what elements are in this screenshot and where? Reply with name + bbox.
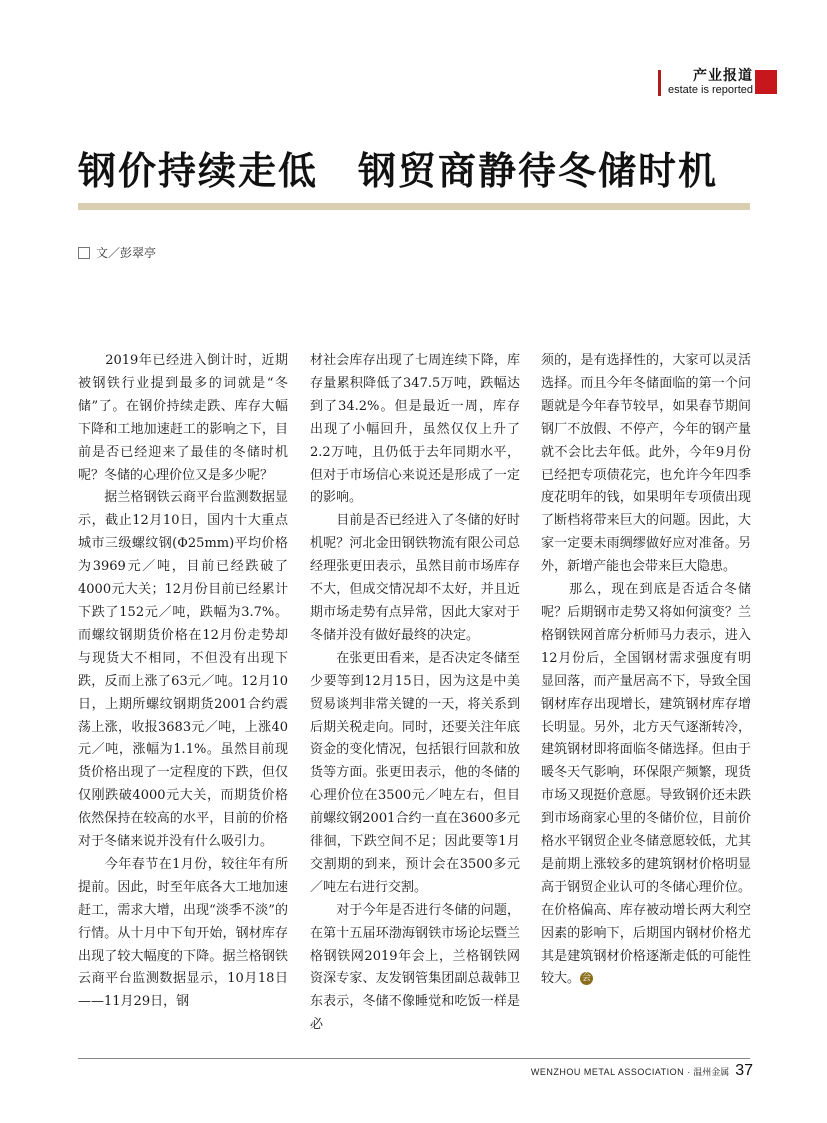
section-tag xyxy=(668,68,753,97)
paragraph-text: 那么，现在到底是否适合冬储呢？后期钢市走势又将如何演变？兰格钢铁网首席分析师马力表示，进入12月份后，全国钢材需求强度有明显回落，而产量居高不下，导致全国钢材库存出现增长，建筑钢材库存增长明显。另外，北方天气逐渐转冷，建筑钢材即将面临冬储选择。但由于暖冬天气影响，环保限产频繁，现货市场又现挺价意愿。导致钢价还未跌到市场商家心里的冬储价位，目前价格水平钢贸企业冬储意愿较低，尤其是前期上涨较多的建筑钢材价格明显高于钢贸企业认可的冬储心理价位。在价格偏高、库存被动增长两大利空因素的影响下，后期国内钢材价格尤其是建筑钢材价格逐渐走低的可能性较大。 xyxy=(541,582,751,987)
article-title: 钢价持续走低 钢贸商静待冬储时机 xyxy=(78,149,719,193)
byline xyxy=(78,244,156,261)
publisher-name-cn: 温州金属 xyxy=(693,1068,730,1078)
article-column-2 xyxy=(310,350,520,1037)
footer-divider xyxy=(78,1058,750,1059)
title-divider xyxy=(78,203,750,210)
paragraph-last xyxy=(541,579,751,991)
paragraph: 对于今年是否进行冬储的问题，在第十五届环渤海钢铁市场论坛暨兰格钢铁网2019年会上，兰格钢铁网资深专家、友发钢管集团副总裁韩卫东表示，冬储不像睡觉和吃饭一样是必 xyxy=(310,902,520,1033)
section-tag-bar xyxy=(658,70,661,96)
page-footer xyxy=(531,1062,753,1080)
publisher-name-en: WENZHOU METAL ASSOCIATION xyxy=(530,1067,685,1077)
footer-separator: · xyxy=(687,1067,691,1077)
page-number: 37 xyxy=(735,1062,753,1079)
paragraph: 2019年已经进入倒计时，近期被钢铁行业提到最多的词就是“冬储”了。在钢价持续走跌、库存大幅下降和工地加速赶工的影响之下，目前是否已经迎来了最佳的冬储时机呢？冬储的心理价位又是多少呢？ xyxy=(78,353,288,483)
article-column-1 xyxy=(78,350,288,1014)
paragraph: 今年春节在1月份，较往年有所提前。因此，时至年底各大工地加速赶工，需求大增，出现“淡季不淡”的行情。从十月中下旬开始，钢材库存出现了较大幅度的下降。据兰格钢铁云商平台监测数据显示，10月18日——11月29日，钢 xyxy=(78,856,288,1010)
paragraph: 须的，是有选择性的，大家可以灵活选择。而且今年冬储面临的第一个问题就是今年春节较早，如果春节期间钢厂不放假、不停产，今年的钢产量就不会比去年低。此外，今年9月份已经把专项债花完，也允许今年四季度花明年的钱，如果明年专项债出现了断档将带来巨大的问题。因此，大家一定要未雨绸缪做好应对准备。另外，新增产能也会带来巨大隐患。 xyxy=(541,353,751,575)
paragraph: 目前是否已经进入了冬储的好时机呢？河北金田钢铁物流有限公司总经理张更田表示，虽然目前市场库存不大，但成交情况却不太好，并且近期市场走势有点异常，因此大家对于冬储并没有做好最终的决定。 xyxy=(310,513,520,643)
article-column-3 xyxy=(541,350,751,991)
paragraph: 据兰格钢铁云商平台监测数据显示，截止12月10日，国内十大重点城市三级螺纹钢(Φ25mm)平均价格为3969元／吨，目前已经跌破了4000元大关；12月份目前已经累计下跌了152元／吨，跌幅为3.7%。而螺纹钢期货价格在12月份走势却与现货大不相同，不但没有出现下跌，反而上涨了63元／吨。12月10日，上期所螺纹钢期货2001合约震荡上涨，收报3683元／吨，上涨40元／吨，涨幅为1.1%。虽然目前现货价格出现了一定程度的下跌，但仅仅刚跌破4000元大关，而期货价格依然保持在较高的水平，目前的价格对于冬储来说并没有什么吸引力。 xyxy=(78,490,288,850)
section-name-en: estate is reported xyxy=(668,84,753,96)
section-color-block xyxy=(755,70,777,94)
paragraph: 在张更田看来，是否决定冬储至少要等到12月15日，因为这是中美贸易谈判非常关键的一天，将关系到后期关税走向。同时，还要关注年底资金的变化情况，包括银行回款和放货等方面。张更田表示，他的冬储的心理价位在3500元／吨左右，但目前螺纹钢2001合约一直在3600多元徘徊，下跌空间不足；因此要等1月交割期的到来，预计会在3500多元／吨左右进行交割。 xyxy=(310,650,520,895)
end-mark-icon: 会 xyxy=(582,973,592,984)
author-credit: 文／彭翠亭 xyxy=(96,246,157,260)
section-name-cn: 产业报道 xyxy=(693,68,753,84)
paragraph: 材社会库存出现了七周连续下降，库存量累积降低了347.5万吨，跌幅达到了34.2%。但是最近一周，库存出现了小幅回升，虽然仅仅上升了2.2万吨，且仍低于去年同期水平，但对于市场信心来说还是形成了一定的影响。 xyxy=(310,353,520,506)
checkbox-square-icon xyxy=(78,247,90,259)
